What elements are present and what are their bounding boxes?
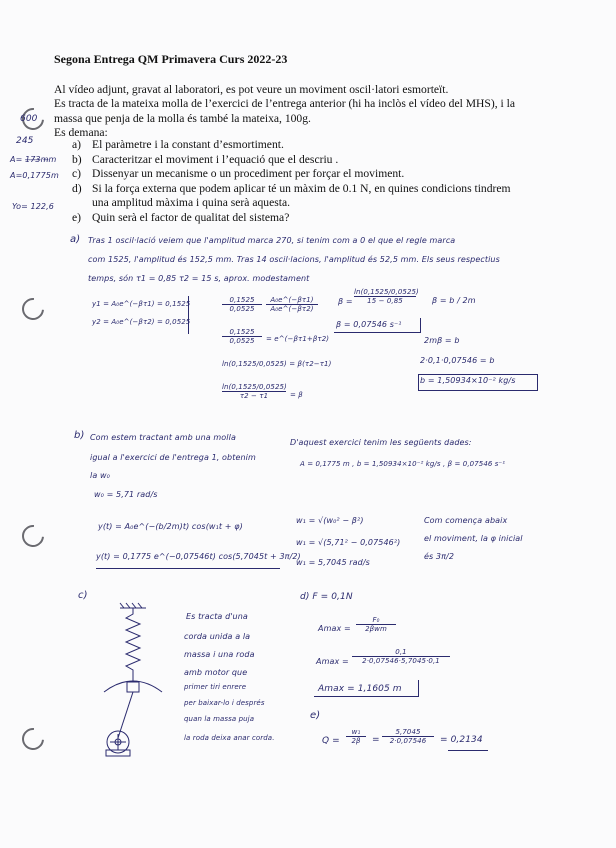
- margin-note: 600: [20, 114, 38, 124]
- equation: Amax =: [318, 624, 351, 633]
- question-text: una amplitud màxima i quina serà aquesta.: [92, 196, 290, 209]
- equation: 2·0,1·0,07546 = b: [420, 356, 495, 365]
- question-item: [72, 196, 552, 210]
- punch-hole: [18, 521, 49, 552]
- question-label: e): [72, 210, 82, 224]
- spring: [126, 608, 140, 682]
- equation: y2 = A₀e^(−βτ2) = 0,0525: [92, 318, 191, 326]
- numerator: ln(0,1525/0,0525): [354, 288, 419, 296]
- answer-c-text: corda unida a la: [184, 632, 251, 641]
- equation: ln(0,1525/0,0525) = β(τ2−τ1): [222, 360, 332, 368]
- answer-b-text: la w₀: [90, 471, 110, 480]
- fraction: [382, 728, 434, 745]
- fraction: [222, 383, 286, 400]
- punch-hole: [18, 294, 49, 325]
- fraction: [354, 288, 419, 305]
- answer-b-label: b): [74, 430, 85, 441]
- fraction: [352, 648, 450, 665]
- intro-line: Al vídeo adjunt, gravat al laboratori, es pot veure un moviment oscil·latori esmorteït.: [54, 82, 449, 96]
- question-label: d): [72, 181, 82, 195]
- question-item: [72, 211, 552, 225]
- numerator: 5,7045: [382, 728, 434, 737]
- denominator: 2·0,07546: [389, 737, 427, 745]
- equation: y(t) = A₀e^(−(b/2m)t) cos(w₁t + φ): [98, 522, 243, 531]
- answer-d-label: d) F = 0,1N: [300, 592, 353, 602]
- equation: Amax =: [316, 657, 349, 666]
- equation: y1 = A₀e^(−βτ1) = 0,1525: [92, 300, 191, 308]
- result-box: [314, 680, 419, 697]
- answer-c-text: quan la massa puja: [184, 715, 255, 723]
- denominator: A₀e^(−βτ2): [270, 305, 314, 313]
- answer-a-text: Tras 1 oscil·lació veiem que l'amplitud marca 270, si tenim com a 0 el que el regle marca: [88, 236, 456, 245]
- arc-guide: [104, 681, 162, 692]
- question-text: El paràmetre i la constant d’esmortiment.: [92, 138, 284, 151]
- question-text: Si la força externa que podem aplicar té un màxim de 0.1 N, en quines condicions tindrem: [92, 181, 511, 195]
- fraction: [222, 328, 262, 345]
- fraction: [346, 728, 366, 745]
- numerator: 0,1: [352, 648, 450, 657]
- answer-b-text: és 3π/2: [424, 552, 455, 561]
- intro-line: Es demana:: [54, 126, 108, 139]
- answer-b-text: Com comença abaix: [424, 516, 508, 525]
- margin-note: A=0,1775m: [10, 171, 59, 180]
- numerator: 0,1525: [222, 296, 262, 305]
- numerator: ln(0,1525/0,0525): [222, 383, 287, 391]
- answer-e-label: e): [310, 710, 321, 721]
- intro-line: Es tracta de la mateixa molla de l’exercici de l’entrega anterior (hi ha inclòs el vídeo del MHS), i la: [54, 97, 515, 110]
- answer-c-text: Es tracta d'una: [186, 612, 248, 621]
- denominator: 2β: [351, 737, 361, 745]
- answer-c-text: la roda deixa anar corda.: [184, 734, 275, 742]
- denominator: 0,0525: [229, 305, 255, 313]
- w0-value: w₀ = 5,71 rad/s: [94, 490, 158, 499]
- question-label: a): [72, 138, 82, 151]
- denominator: 0,0525: [229, 337, 255, 345]
- bracket: [88, 296, 189, 334]
- margin-note: Yo= 122,6: [12, 202, 54, 211]
- fraction: [356, 616, 396, 633]
- equation: w₁ = √(w₀² − β²): [296, 516, 364, 525]
- equation: = β: [290, 391, 303, 399]
- answer-c-label: c): [78, 590, 88, 601]
- q-result: = 0,2134: [440, 735, 483, 745]
- equation: =: [372, 735, 380, 745]
- equation-result: y(t) = 0,1775 e^(−0,07546t) cos(5,7045t + 3π/2): [96, 552, 301, 561]
- fraction: [222, 296, 262, 313]
- beta-result: β = 0,07546 s⁻¹: [336, 320, 402, 329]
- assignment-text: [54, 52, 554, 141]
- question-text: Caracteritzar el moviment i l’equació que el descriu .: [92, 152, 339, 166]
- answer-c-text: primer tiri enrere: [184, 683, 247, 691]
- margin-note: 245: [16, 136, 34, 146]
- answer-c-text: amb motor que: [184, 668, 248, 677]
- result-box: [334, 318, 421, 333]
- equation: Q =: [322, 736, 340, 746]
- intro-line: massa que penja de la molla és també la mateixa, 100g.: [54, 111, 311, 125]
- punch-holes: [18, 0, 48, 848]
- answer-c-text: per baixar-lo i després: [184, 699, 265, 707]
- answer-b-text: A = 0,1775 m , b = 1,50934×10⁻² kg/s , β = 0,07546 s⁻¹: [300, 460, 506, 468]
- result-box: [418, 374, 538, 391]
- numerator: w₁: [346, 728, 366, 737]
- numerator: F₀: [356, 616, 396, 625]
- hanging-mass: [127, 682, 139, 692]
- equation: β = b / 2m: [432, 296, 476, 305]
- denominator: 2βwm: [365, 625, 387, 633]
- equation: w₁ = 5,7045 rad/s: [296, 558, 370, 567]
- answer-b-text: D'aquest exercici tenim les següents dades:: [290, 438, 472, 447]
- answer-b-text: el moviment, la φ inicial: [424, 534, 523, 543]
- denominator: τ2 − τ1: [239, 392, 269, 400]
- answer-a-text: com 1525, l'amplitud és 152,5 mm. Tras 14 oscil·lacions, l'amplitud és 52,5 mm. Els seus respectius: [88, 255, 500, 264]
- underline: [448, 750, 488, 751]
- question-item: [72, 138, 552, 152]
- numerator: A₀e^(−βτ1): [266, 296, 318, 305]
- answer-b-text: igual a l'exercici de l'entrega 1, obtenim: [90, 453, 256, 462]
- question-text: Dissenyar un mecanisme o un procediment per forçar el moviment.: [92, 167, 405, 180]
- equation: 2mβ = b: [424, 336, 460, 345]
- question-item: [72, 167, 552, 181]
- punch-hole: [18, 724, 49, 755]
- denominator: 2·0,07546·5,7045·0,1: [362, 657, 440, 665]
- b-result: b = 1,50934×10⁻² kg/s: [420, 376, 516, 385]
- question-item: [72, 182, 552, 196]
- equation: = e^(−βτ1+βτ2): [266, 335, 330, 343]
- question-item: [72, 153, 552, 167]
- underline: [96, 568, 280, 569]
- question-label: c): [72, 167, 82, 180]
- fraction: [266, 296, 318, 313]
- equation: w₁ = √(5,71² − 0,07546²): [296, 538, 401, 547]
- equation: β =: [338, 297, 353, 306]
- answer-b-text: Com estem tractant amb una molla: [90, 433, 236, 442]
- mechanism-drawing: [100, 600, 180, 760]
- question-label: b): [72, 152, 82, 166]
- amax-result: Amax = 1,1605 m: [318, 684, 402, 694]
- document-title: Segona Entrega QM Primavera Curs 2022-23: [54, 52, 288, 66]
- answer-a-text: temps, són τ1 = 0,85 τ2 = 15 s, aprox. modestament: [88, 274, 310, 283]
- margin-note: A= 1̶7̶3̶m̶m: [10, 155, 57, 164]
- question-text: Quin serà el factor de qualitat del sistema?: [92, 210, 290, 224]
- denominator: 15 − 0,85: [367, 297, 403, 305]
- numerator: 0,1525: [222, 328, 262, 337]
- answer-a-label: a): [70, 234, 81, 245]
- answer-c-text: massa i una roda: [184, 650, 255, 659]
